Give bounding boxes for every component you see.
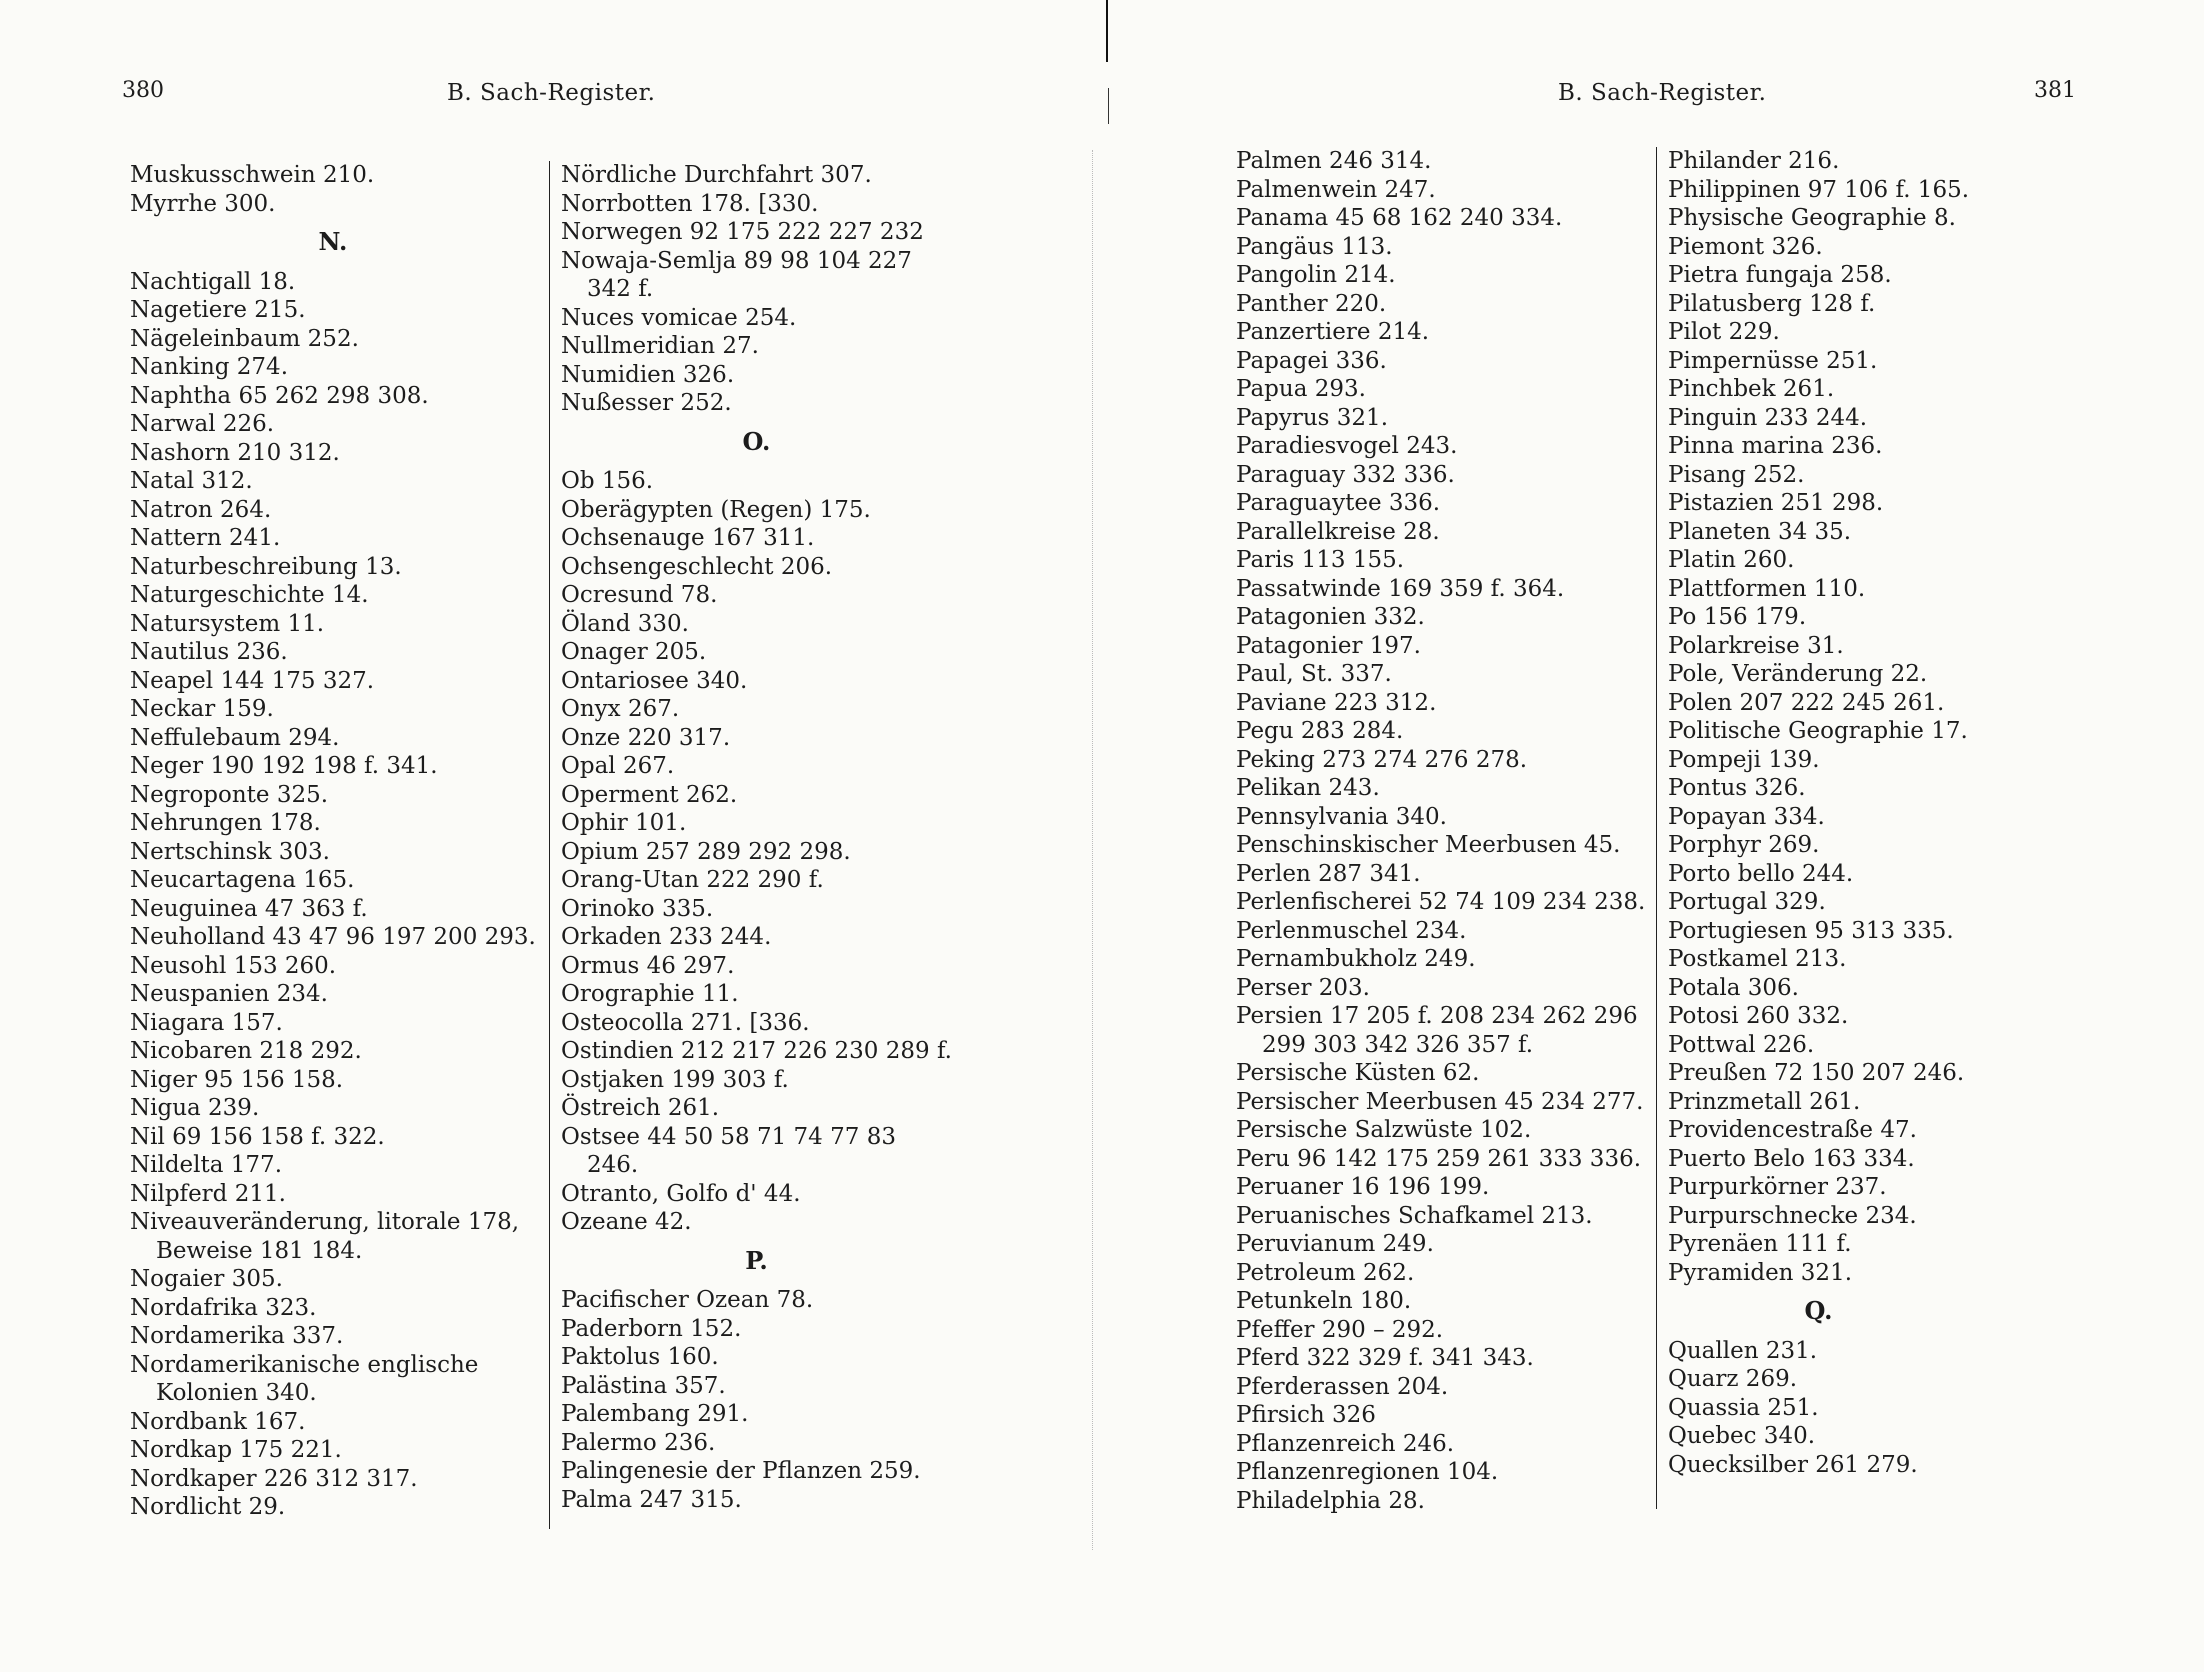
index-entry: Neucartagena 165. xyxy=(130,867,355,893)
index-entry: Nordamerikanische englische xyxy=(130,1351,479,1378)
index-entry: Orographie 11. xyxy=(561,981,739,1007)
index-entry: Ormus 46 297. xyxy=(561,952,735,979)
index-entry: Philander 216. xyxy=(1668,148,1840,174)
index-entry: Pflanzenregionen 104. xyxy=(1236,1459,1499,1485)
index-entry: Polen 207 222 245 261. xyxy=(1668,689,1945,716)
index-entry: Ocresund 78. xyxy=(561,582,718,608)
index-entry: Pfeffer 290 – 292. xyxy=(1236,1316,1444,1343)
index-entry: Natursystem 11. xyxy=(130,610,325,637)
index-entry: Piemont 326. xyxy=(1668,233,1823,260)
index-entry: Pennsylvania 340. xyxy=(1236,803,1447,830)
index-entry: Peruvianum 249. xyxy=(1236,1231,1434,1257)
running-header: B. Sach-Register. xyxy=(447,80,656,106)
index-entry: Pernambukholz 249. xyxy=(1236,946,1476,972)
index-entry: Philippinen 97 106 f. 165. xyxy=(1668,176,1970,203)
index-entry: Östreich 261. xyxy=(561,1095,720,1121)
index-entry: Nordamerika 337. xyxy=(130,1323,344,1349)
index-entry: Palästina 357. xyxy=(561,1372,726,1399)
index-entry: Platin 260. xyxy=(1668,547,1795,573)
index-entry: Niger 95 156 158. xyxy=(130,1066,344,1093)
index-entry: Po 156 179. xyxy=(1668,604,1807,630)
index-entry: Persischer Meerbusen 45 234 277. xyxy=(1236,1088,1644,1115)
index-entry: Preußen 72 150 207 246. xyxy=(1668,1060,1965,1086)
index-entry: Pangolin 214. xyxy=(1236,262,1396,288)
index-entry: Neuspanien 234. xyxy=(130,981,328,1007)
index-entry: Ochsenauge 167 311. xyxy=(561,525,815,551)
index-entry: Nußesser 252. xyxy=(561,390,732,416)
section-letter: P. xyxy=(745,1245,768,1275)
index-entry: Palingenesie der Pflanzen 259. xyxy=(561,1458,921,1484)
index-entry: Porto bello 244. xyxy=(1668,860,1854,887)
index-entry: Panther 220. xyxy=(1236,290,1387,317)
index-entry: Neapel 144 175 327. xyxy=(130,667,375,694)
index-entry: Persien 17 205 f. 208 234 262 296 xyxy=(1236,1003,1638,1029)
index-entry: Nattern 241. xyxy=(130,525,281,551)
index-entry: Perlenmuschel 234. xyxy=(1236,917,1467,944)
index-entry: Pisang 252. xyxy=(1668,461,1805,488)
index-entry: Neffulebaum 294. xyxy=(130,724,340,751)
index-entry: Kolonien 340. xyxy=(156,1380,317,1406)
index-entry: Nil 69 156 158 f. 322. xyxy=(130,1123,385,1150)
index-entry: Orkaden 233 244. xyxy=(561,924,772,950)
index-entry: Papua 293. xyxy=(1236,376,1366,402)
index-entry: Providencestraße 47. xyxy=(1668,1117,1917,1143)
running-header: B. Sach-Register. xyxy=(1558,80,1767,106)
index-entry: Peru 96 142 175 259 261 333 336. xyxy=(1236,1145,1642,1172)
index-entry: Onyx 267. xyxy=(561,696,680,722)
index-entry: Panzertiere 214. xyxy=(1236,319,1430,345)
index-entry: Nowaja-Semlja 89 98 104 227 xyxy=(561,247,912,274)
index-entry: Petroleum 262. xyxy=(1236,1259,1415,1286)
index-entry: Numidien 326. xyxy=(561,361,735,388)
index-entry: Osteocolla 271. [336. xyxy=(561,1009,810,1036)
index-entry: Politische Geographie 17. xyxy=(1668,718,1968,744)
index-entry: Peruanisches Schafkamel 213. xyxy=(1236,1202,1593,1229)
index-entry: Quecksilber 261 279. xyxy=(1668,1451,1918,1478)
page-number: 380 xyxy=(122,78,164,103)
index-entry: Neckar 159. xyxy=(130,696,274,722)
index-entry: Onze 220 317. xyxy=(561,724,731,751)
index-entry: Neusohl 153 260. xyxy=(130,952,337,979)
index-entry: Paraguay 332 336. xyxy=(1236,461,1455,488)
index-entry: Naphtha 65 262 298 308. xyxy=(130,382,429,409)
index-entry: Norrbotten 178. [330. xyxy=(561,190,819,217)
index-entry: Pfirsich 326 xyxy=(1236,1402,1376,1428)
index-column-left-1 xyxy=(130,161,536,1522)
index-column-right-2 xyxy=(1668,147,1969,1509)
index-entry: Öland 330. xyxy=(561,610,689,637)
index-entry: Quebec 340. xyxy=(1668,1423,1816,1449)
index-entry: Orang-Utan 222 290 f. xyxy=(561,867,824,893)
index-entry: Potala 306. xyxy=(1668,974,1799,1001)
index-entry: Pflanzenreich 246. xyxy=(1236,1430,1455,1457)
index-entry: Palma 247 315. xyxy=(561,1486,742,1513)
index-entry: Papyrus 321. xyxy=(1236,404,1389,431)
index-entry: Popayan 334. xyxy=(1668,803,1825,830)
index-entry: Potosi 260 332. xyxy=(1668,1003,1849,1029)
index-entry: Perlenfischerei 52 74 109 234 238. xyxy=(1236,889,1646,915)
index-entry: Pinna marina 236. xyxy=(1668,433,1883,459)
index-entry: Palmenwein 247. xyxy=(1236,176,1436,203)
index-entry: Penschinskischer Meerbusen 45. xyxy=(1236,832,1621,858)
index-entry: Portugal 329. xyxy=(1668,889,1826,915)
index-entry: Puerto Belo 163 334. xyxy=(1668,1145,1915,1172)
index-entry: Postkamel 213. xyxy=(1668,946,1847,972)
index-entry: Patagonien 332. xyxy=(1236,604,1425,630)
index-entry: Nordkaper 226 312 317. xyxy=(130,1465,418,1492)
section-letter: O. xyxy=(742,426,771,456)
index-entry: Persische Salzwüste 102. xyxy=(1236,1117,1532,1143)
index-entry: Neuguinea 47 363 f. xyxy=(130,895,368,922)
index-entry: Ob 156. xyxy=(561,468,654,494)
index-entry: Pferd 322 329 f. 341 343. xyxy=(1236,1345,1534,1371)
index-entry: Planeten 34 35. xyxy=(1668,518,1852,545)
index-entry: Onager 205. xyxy=(561,639,707,665)
index-entry: Pottwal 226. xyxy=(1668,1031,1815,1058)
index-entry: Pangäus 113. xyxy=(1236,233,1393,260)
index-column-right-1 xyxy=(1236,147,1645,1515)
index-entry: Ostsee 44 50 58 71 74 77 83 xyxy=(561,1123,896,1150)
index-entry: Nördliche Durchfahrt 307. xyxy=(561,162,872,188)
index-entry: Opium 257 289 292 298. xyxy=(561,838,851,865)
index-entry: Orinoko 335. xyxy=(561,895,714,922)
index-entry: Nachtigall 18. xyxy=(130,268,296,295)
index-entry: Neger 190 192 198 f. 341. xyxy=(130,753,438,779)
index-entry: Pyrenäen 111 f. xyxy=(1668,1231,1852,1257)
index-entry: Muskusschwein 210. xyxy=(130,162,375,188)
index-entry: Paraguaytee 336. xyxy=(1236,490,1441,516)
index-entry: Pistazien 251 298. xyxy=(1668,490,1884,516)
index-entry: Nogaier 305. xyxy=(130,1266,283,1292)
index-entry: Nigua 239. xyxy=(130,1095,260,1121)
index-entry: Natron 264. xyxy=(130,496,272,523)
index-entry: Pilatusberg 128 f. xyxy=(1668,290,1876,317)
index-entry: Perlen 287 341. xyxy=(1236,860,1421,887)
index-entry: Philadelphia 28. xyxy=(1236,1487,1425,1514)
index-entry: Nordafrika 323. xyxy=(130,1294,317,1321)
index-entry: Pegu 283 284. xyxy=(1236,718,1404,744)
index-entry: Niagara 157. xyxy=(130,1009,283,1036)
index-entry: Porphyr 269. xyxy=(1668,832,1820,858)
index-entry: Otranto, Golfo d' 44. xyxy=(561,1180,801,1207)
index-entry: Nullmeridian 27. xyxy=(561,333,759,359)
left-page xyxy=(0,0,1095,1672)
index-entry: Narwal 226. xyxy=(130,411,275,437)
binding-line xyxy=(1106,0,1108,62)
index-entry: Ostindien 212 217 226 230 289 f. xyxy=(561,1038,952,1064)
index-entry: Pimpernüsse 251. xyxy=(1668,347,1878,374)
index-entry: 246. xyxy=(587,1152,639,1178)
index-entry: Nicobaren 218 292. xyxy=(130,1038,362,1064)
index-entry: Paviane 223 312. xyxy=(1236,689,1437,716)
page-number: 381 xyxy=(2034,78,2076,103)
index-entry: Passatwinde 169 359 f. 364. xyxy=(1236,575,1565,602)
index-column-left-2 xyxy=(561,161,952,1529)
index-entry: Naturbeschreibung 13. xyxy=(130,553,402,580)
index-entry: Paktolus 160. xyxy=(561,1344,719,1370)
index-entry: Prinzmetall 261. xyxy=(1668,1088,1861,1115)
index-entry: Paul, St. 337. xyxy=(1236,661,1392,687)
index-entry: Paradiesvogel 243. xyxy=(1236,433,1458,459)
index-entry: Pelikan 243. xyxy=(1236,775,1380,801)
index-entry: Nildelta 177. xyxy=(130,1152,283,1178)
index-entry: Neuholland 43 47 96 197 200 293. xyxy=(130,924,536,950)
index-entry: Petunkeln 180. xyxy=(1236,1288,1412,1314)
index-entry: Plattformen 110. xyxy=(1668,575,1866,602)
index-entry: Paris 113 155. xyxy=(1236,547,1405,573)
index-entry: Perser 203. xyxy=(1236,974,1370,1001)
index-entry: Purpurschnecke 234. xyxy=(1668,1202,1917,1229)
index-entry: Oberägypten (Regen) 175. xyxy=(561,496,871,523)
index-entry: Negroponte 325. xyxy=(130,781,329,808)
index-entry: 299 303 342 326 357 f. xyxy=(1262,1031,1534,1058)
index-entry: Ostjaken 199 303 f. xyxy=(561,1066,789,1093)
index-entry: Ophir 101. xyxy=(561,810,687,836)
index-entry: Nordkap 175 221. xyxy=(130,1437,342,1463)
index-entry: Palembang 291. xyxy=(561,1401,749,1427)
index-entry: Papagei 336. xyxy=(1236,347,1387,374)
index-entry: Parallelkreise 28. xyxy=(1236,518,1440,545)
index-entry: Beweise 181 184. xyxy=(156,1237,363,1264)
index-entry: Nertschinsk 303. xyxy=(130,838,330,865)
index-entry: Pacifischer Ozean 78. xyxy=(561,1287,814,1313)
index-entry: Portugiesen 95 313 335. xyxy=(1668,917,1954,944)
index-entry: Ozeane 42. xyxy=(561,1209,692,1235)
index-entry: Pinguin 233 244. xyxy=(1668,404,1868,431)
index-entry: Palmen 246 314. xyxy=(1236,148,1432,174)
index-entry: Myrrhe 300. xyxy=(130,190,276,217)
index-entry: Nordlicht 29. xyxy=(130,1494,286,1520)
index-entry: Ochsengeschlecht 206. xyxy=(561,553,833,580)
index-entry: Nägeleinbaum 252. xyxy=(130,325,359,352)
index-entry: Patagonier 197. xyxy=(1236,632,1421,659)
index-entry: Pinchbek 261. xyxy=(1668,376,1835,402)
index-entry: Persische Küsten 62. xyxy=(1236,1060,1480,1086)
index-entry: Pferderassen 204. xyxy=(1236,1373,1449,1400)
index-entry: Quarz 269. xyxy=(1668,1366,1798,1392)
index-entry: Polarkreise 31. xyxy=(1668,632,1844,659)
index-entry: Nehrungen 178. xyxy=(130,810,321,836)
index-entry: Nagetiere 215. xyxy=(130,297,306,323)
index-entry: Nuces vomicae 254. xyxy=(561,304,797,331)
section-letter: N. xyxy=(318,227,348,256)
index-entry: Panama 45 68 162 240 334. xyxy=(1236,205,1563,231)
index-entry: Nilpferd 211. xyxy=(130,1180,286,1207)
index-entry: Quassia 251. xyxy=(1668,1394,1819,1421)
right-page xyxy=(1110,0,2204,1672)
index-entry: Norwegen 92 175 222 227 232 xyxy=(561,219,924,245)
index-entry: Nashorn 210 312. xyxy=(130,439,340,466)
index-entry: Pontus 326. xyxy=(1668,775,1806,801)
index-entry: Paderborn 152. xyxy=(561,1315,742,1342)
index-entry: Pilot 229. xyxy=(1668,319,1780,345)
index-entry: Physische Geographie 8. xyxy=(1668,205,1956,231)
index-entry: Palermo 236. xyxy=(561,1429,716,1456)
index-entry: Nanking 274. xyxy=(130,354,289,380)
index-entry: Naturgeschichte 14. xyxy=(130,582,369,608)
index-entry: Pole, Veränderung 22. xyxy=(1668,661,1928,687)
index-entry: Pyramiden 321. xyxy=(1668,1259,1853,1286)
index-entry: Quallen 231. xyxy=(1668,1337,1818,1364)
index-entry: Pietra fungaja 258. xyxy=(1668,262,1892,288)
index-entry: Operment 262. xyxy=(561,781,738,808)
section-letter: Q. xyxy=(1804,1296,1833,1325)
binding-line-lower xyxy=(1108,88,1109,124)
index-entry: Peking 273 274 276 278. xyxy=(1236,746,1528,773)
index-entry: Nordbank 167. xyxy=(130,1408,306,1435)
index-entry: 342 f. xyxy=(587,276,654,302)
index-entry: Purpurkörner 237. xyxy=(1668,1174,1887,1200)
index-entry: Nautilus 236. xyxy=(130,639,288,665)
index-entry: Niveauveränderung, litorale 178, xyxy=(130,1209,520,1235)
index-entry: Ontariosee 340. xyxy=(561,667,748,694)
index-entry: Opal 267. xyxy=(561,753,675,779)
index-entry: Peruaner 16 196 199. xyxy=(1236,1174,1490,1200)
index-entry: Pompeji 139. xyxy=(1668,746,1820,773)
index-entry: Natal 312. xyxy=(130,468,253,494)
